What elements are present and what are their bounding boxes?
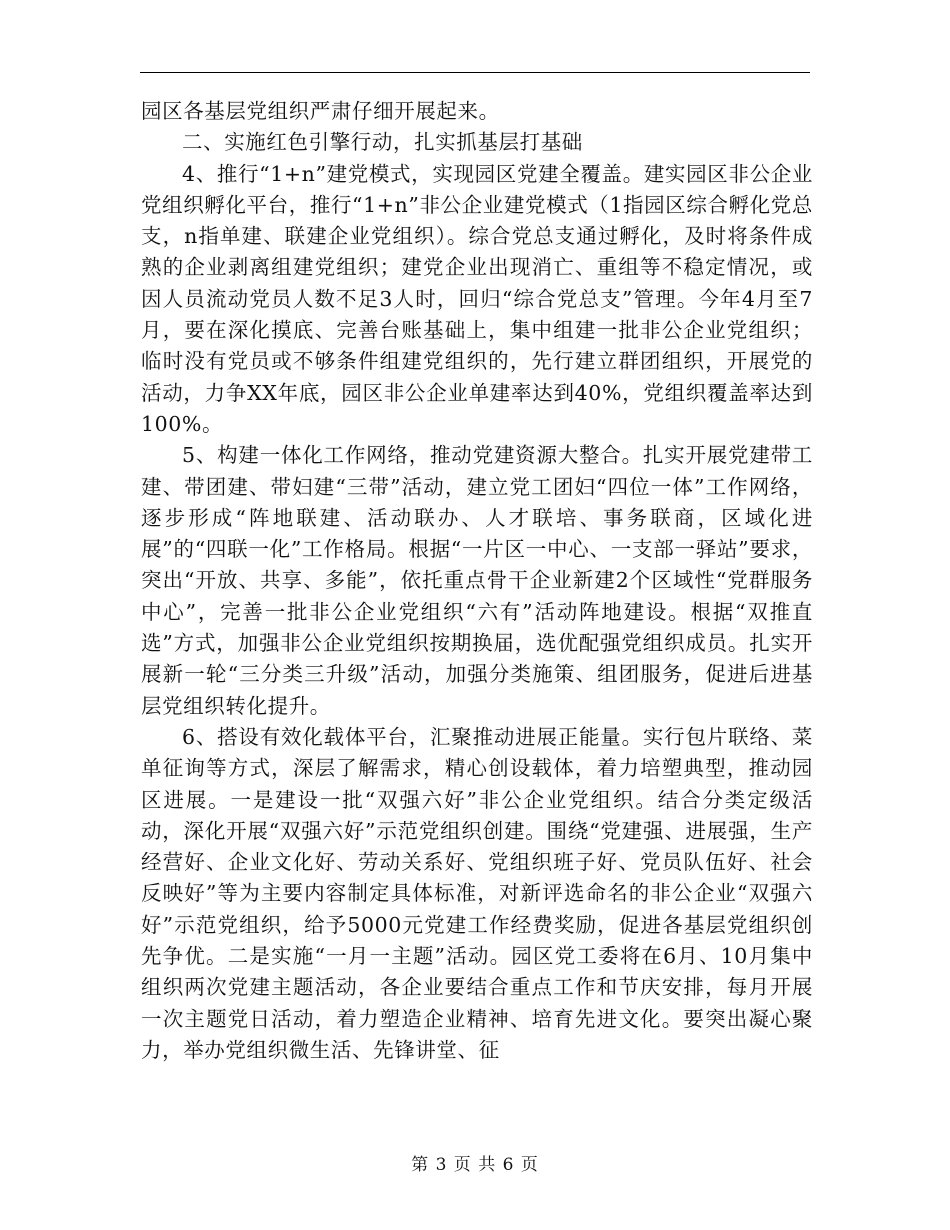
paragraph-item-5: 5、构建一体化工作网络，推动党建资源大整合。扎实开展党建带工建、带团建、带妇建“三带”活动，建立党工团妇“四位一体”工作网络，逐步形成“阵地联建、活动联办、人才联培、事务联商，区域化进展”的“四联一化”工作格局。根据“一片区一中心、一支部一驿站”要求，突出“开放、共享、多能”，依托重点骨干企业新建2个区域性“党群服务中心”，完善一批非公企业党组织“六有”活动阵地建设。根据“双推直选”方式，加强非公企业党组织按期换届，选优配强党组织成员。扎实开展新一轮“三分类三升级”活动，加强分类施策、组团服务，促进后进基层党组织转化提升。 (141, 443, 813, 718)
document-body (141, 96, 813, 1066)
page-number-footer: 第 3 页 共 6 页 (411, 1155, 539, 1175)
paragraph-continuation: 园区各基层党组织严肃仔细开展起来。 (141, 99, 500, 123)
paragraph-item-6: 6、搭设有效化载体平台，汇聚推动进展正能量。实行包片联络、菜单征询等方式，深层了解需求，精心创设载体，着力培塑典型，推动园区进展。一是建设一批“双强六好”非公企业党组织。结合分类定级活动，深化开展“双强六好”示范党组织创建。围绕“党建强、进展强，生产经营好、企业文化好、劳动关系好、党组织班子好、党员队伍好、社会反映好”等为主要内容制定具体标准，对新评选命名的非公企业“双强六好”示范党组织，给予5000元党建工作经费奖励，促进各基层党组织创先争优。二是实施“一月一主题”活动。园区党工委将在6月、10月集中组织两次党建主题活动，各企业要结合重点工作和节庆安排，每月开展一次主题党日活动，着力塑造企业精神、培育先进文化。要突出凝心聚力，举办党组织微生活、先锋讲堂、征 (141, 724, 813, 1062)
section-heading: 二、实施红色引擎行动，扎实抓基层打基础 (182, 130, 583, 155)
header-rule (140, 72, 810, 73)
paragraph-item-4: 4、推行“1+n”建党模式，实现园区党建全覆盖。建实园区非公企业党组织孵化平台，推行“1+n”非公企业建党模式（1指园区综合孵化党总支，n指单建、联建企业党组织）。综合党总支通过孵化，及时将条件成熟的企业剥离组建党组织；建党企业出现消亡、重组等不稳定情况，或因人员流动党员人数不足3人时，回归“综合党总支”管理。今年4月至7月，要在深化摸底、完善台账基础上，集中组建一批非公企业党组织；临时没有党员或不够条件组建党组织的，先行建立群团组织，开展党的活动，力争XX年底，园区非公企业单建率达到40%，党组织覆盖率达到100%。 (141, 161, 813, 436)
